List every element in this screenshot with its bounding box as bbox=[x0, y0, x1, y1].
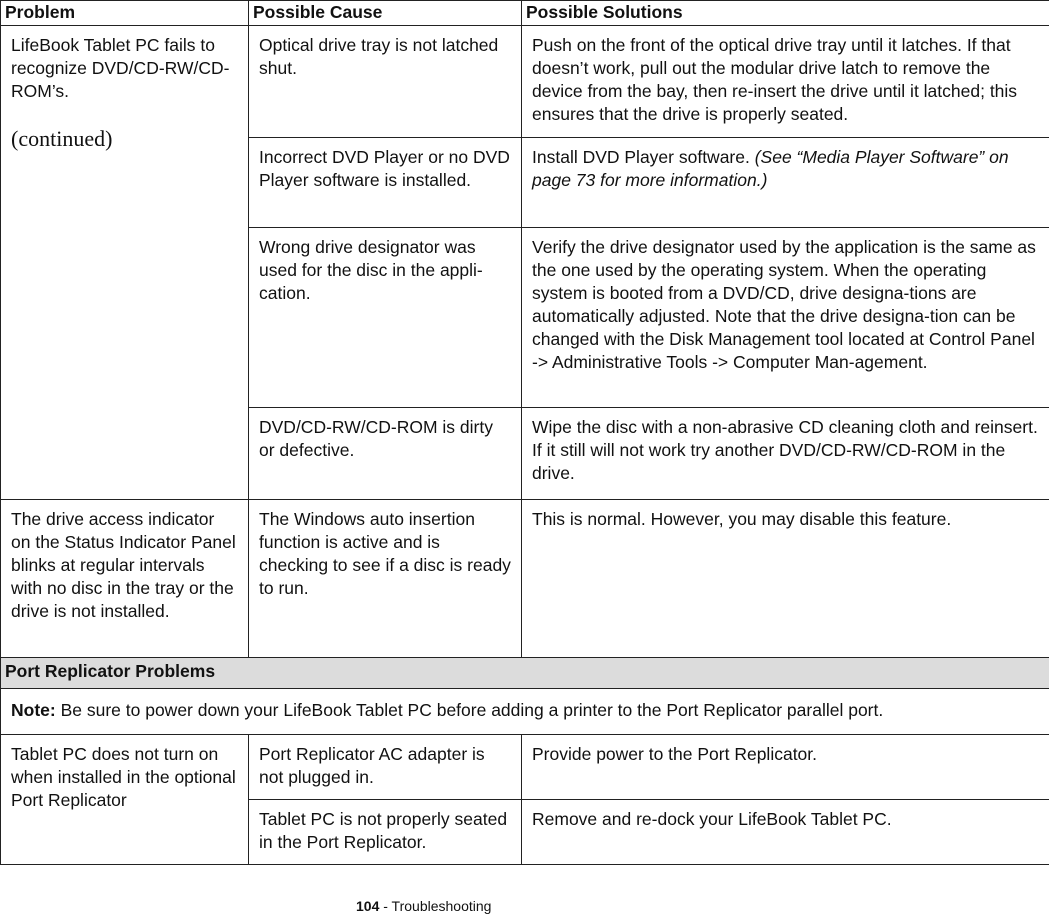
solution-cell: Provide power to the Port Replicator. bbox=[522, 735, 1049, 800]
cause-cell: Tablet PC is not properly seated in the Port Replicator. bbox=[249, 800, 522, 865]
section-header-row bbox=[1, 658, 1049, 689]
problem-cell: The drive access indicator on the Status Indicator Panel blinks at regular intervals with no disc in the tray or the drive is not installed. bbox=[1, 500, 249, 658]
solution-cell: Push on the front of the optical drive tray until it latches. If that doesn’t work, pull out the modular drive latch to remove the device from the bay, then re-insert the drive until it latched; this ensures that the drive is properly seated. bbox=[522, 26, 1049, 138]
page-footer bbox=[356, 898, 491, 914]
cause-cell: Optical drive tray is not latched shut. bbox=[249, 26, 522, 138]
problem-text: LifeBook Tablet PC fails to recognize DVD/CD-RW/CD-ROM’s. bbox=[11, 35, 230, 101]
header-problem: Problem bbox=[1, 1, 249, 26]
solution-cell: Install DVD Player software. (See “Media Player Software” on page 73 for more information.) bbox=[522, 138, 1049, 228]
header-cause: Possible Cause bbox=[249, 1, 522, 26]
solution-cell: Remove and re-dock your LifeBook Tablet PC. bbox=[522, 800, 1049, 865]
solution-cell: Verify the drive designator used by the application is the same as the one used by the operating system. When the operating system is booted from a DVD/CD, drive designa-tions are automatically adjusted. Note that the drive designa-tion can be changed with the Disk Management tool located at Control Panel -> Administrative Tools -> Computer Man-agement. bbox=[522, 228, 1049, 408]
header-row bbox=[1, 1, 1049, 26]
cause-cell: DVD/CD-RW/CD-ROM is dirty or defective. bbox=[249, 408, 522, 500]
note-cell bbox=[1, 689, 1049, 735]
header-solution: Possible Solutions bbox=[522, 1, 1049, 26]
table-row bbox=[1, 500, 1049, 658]
note-label: Note: bbox=[11, 700, 56, 720]
cause-cell: Port Replicator AC adapter is not plugged in. bbox=[249, 735, 522, 800]
cross-reference: (See “Media Player Software” on page 73 for more information.) bbox=[532, 147, 1009, 190]
page-number: 104 bbox=[356, 898, 380, 914]
solution-cell: Wipe the disc with a non-abrasive CD cleaning cloth and reinsert. If it still will not work try another DVD/CD-RW/CD-ROM in the drive. bbox=[522, 408, 1049, 500]
problem-cell bbox=[1, 26, 249, 500]
cause-cell: The Windows auto insertion function is active and is checking to see if a disc is ready to run. bbox=[249, 500, 522, 658]
table-row bbox=[1, 26, 1049, 138]
cause-cell: Wrong drive designator was used for the disc in the appli-cation. bbox=[249, 228, 522, 408]
note-text: Be sure to power down your LifeBook Tablet PC before adding a printer to the Port Replicator parallel port. bbox=[55, 700, 884, 720]
note-row bbox=[1, 689, 1049, 735]
footer-section: - Troubleshooting bbox=[379, 898, 492, 914]
table-row bbox=[1, 735, 1049, 800]
section-title: Port Replicator Problems bbox=[1, 658, 1049, 689]
cause-cell: Incorrect DVD Player or no DVD Player software is installed. bbox=[249, 138, 522, 228]
solution-cell: This is normal. However, you may disable this feature. bbox=[522, 500, 1049, 658]
continued-label: (continued) bbox=[11, 126, 113, 151]
problem-cell: Tablet PC does not turn on when installed in the optional Port Replicator bbox=[1, 735, 249, 865]
